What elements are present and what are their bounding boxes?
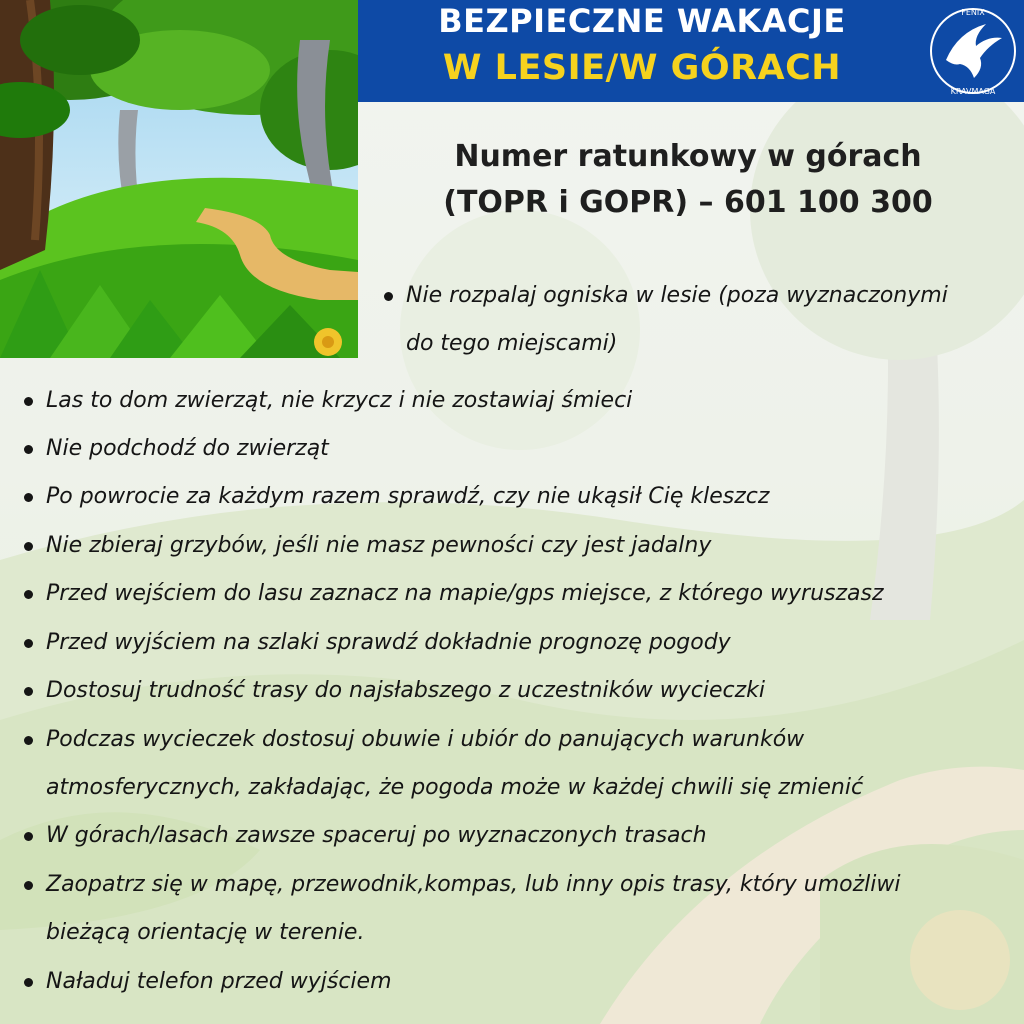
title-banner xyxy=(358,0,1024,102)
bullet-icon xyxy=(24,590,33,599)
list-item: Po powrocie za każdym razem sprawdź, czy nie ukąsił Cię kleszcz xyxy=(46,484,770,509)
bullet-icon xyxy=(384,292,393,301)
bullet-icon xyxy=(24,397,33,406)
bullet-icon xyxy=(24,881,33,890)
bullet-icon xyxy=(24,687,33,696)
bullet-icon xyxy=(24,639,33,648)
list-item: Przed wyjściem na szlaki sprawdź dokładnie prognozę pogody xyxy=(46,630,731,655)
list-item: Przed wejściem do lasu zaznacz na mapie/gps miejsce, z którego wyruszasz xyxy=(46,581,884,606)
forest-illustration xyxy=(0,0,358,358)
list-item: Nie rozpalaj ogniska w lesie (poza wyznaczonymi do tego miejscami) xyxy=(406,283,948,356)
bullet-icon xyxy=(24,445,33,454)
emergency-line-1: Numer ratunkowy w górach xyxy=(454,139,922,174)
bullet-icon xyxy=(24,978,33,987)
list-item: Nie podchodź do zwierząt xyxy=(46,436,329,461)
list-item: Las to dom zwierząt, nie krzycz i nie zostawiaj śmieci xyxy=(46,388,633,413)
list-item: Dostosuj trudność trasy do najsłabszego z uczestników wycieczki xyxy=(46,678,766,703)
bullet-icon xyxy=(24,542,33,551)
list-item: Zaopatrz się w mapę, przewodnik,kompas, lub inny opis trasy, który umożliwi bieżącą orientację w terenie. xyxy=(46,872,901,945)
list-item: Podczas wycieczek dostosuj obuwie i ubiór do panujących warunków atmosferycznych, zakładając, że pogoda może w każdej chwili się zmienić xyxy=(46,727,864,800)
logo-text-top: FENIX xyxy=(961,8,985,17)
emergency-number-heading xyxy=(378,134,998,226)
bullet-icon xyxy=(24,736,33,745)
list-item: W górach/lasach zawsze spaceruj po wyznaczonych trasach xyxy=(46,823,707,848)
logo-text-bottom: KRAVMAGA xyxy=(950,87,996,96)
list-item: Naładuj telefon przed wyjściem xyxy=(46,969,392,994)
title-line-2: W LESIE/W GÓRACH xyxy=(442,48,842,88)
list-item: Nie zbieraj grzybów, jeśli nie masz pewności czy jest jadalny xyxy=(46,533,712,558)
title-line-1: BEZPIECZNE WAKACJE xyxy=(438,2,846,40)
emergency-line-2: (TOPR i GOPR) – 601 100 300 xyxy=(443,185,933,220)
bullet-icon xyxy=(24,493,33,502)
bullet-icon xyxy=(24,832,33,841)
fenix-kravmaga-logo xyxy=(924,2,1022,100)
